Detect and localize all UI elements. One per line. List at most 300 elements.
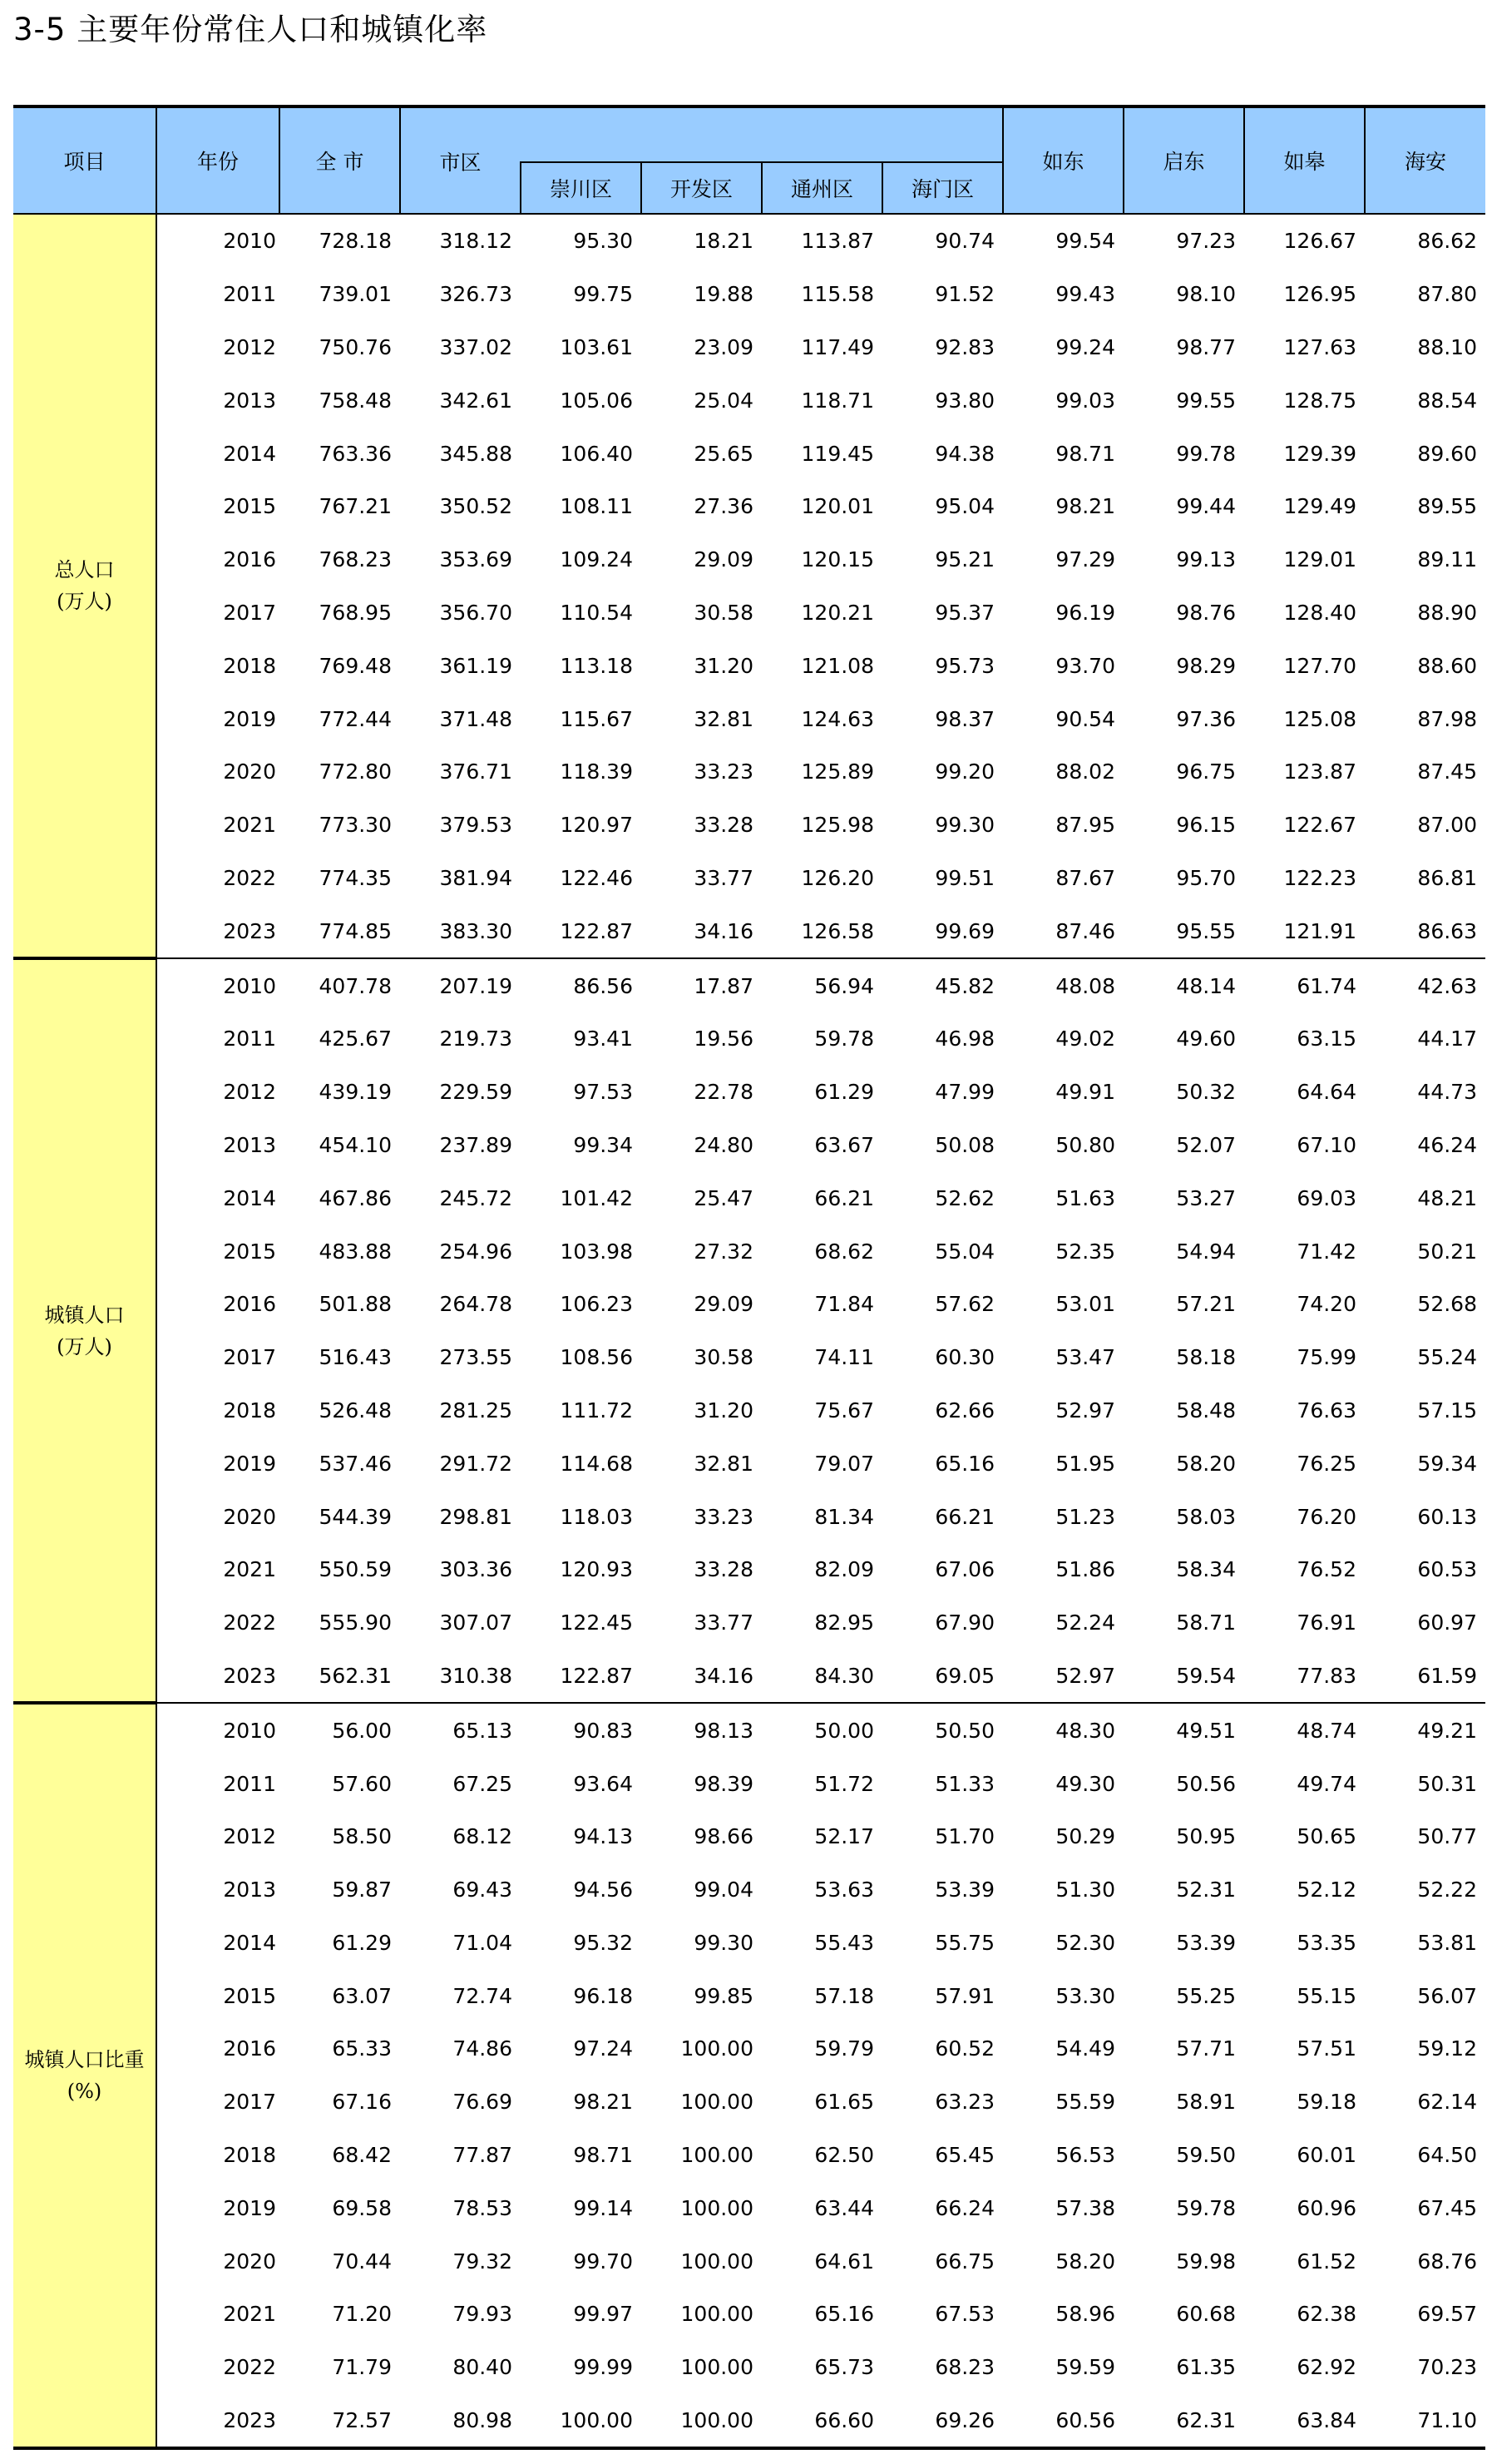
- value-cell: 50.95: [1176, 1824, 1236, 1849]
- table-row: [13, 480, 1485, 533]
- value-cell: 122.87: [560, 1663, 633, 1688]
- table-row: [13, 639, 1485, 692]
- value-cell: 94.56: [573, 1878, 633, 1902]
- value-cell: 537.46: [319, 1451, 392, 1476]
- value-cell: 33.28: [694, 813, 753, 838]
- value-cell: 350.52: [439, 494, 512, 519]
- value-cell: 122.46: [560, 865, 633, 890]
- group-label-line1: 总人口: [54, 558, 115, 582]
- value-cell: 95.04: [935, 494, 995, 519]
- value-cell: 64.50: [1417, 2143, 1477, 2168]
- value-cell: 51.63: [1055, 1185, 1115, 1210]
- year-cell: 2023: [156, 2394, 279, 2449]
- value-cell: 97.24: [573, 2036, 633, 2061]
- value-cell: 483.88: [319, 1239, 392, 1264]
- value-cell: 425.67: [319, 1027, 392, 1051]
- header-tongzhou: 通州区: [762, 162, 882, 214]
- value-cell: 70.23: [1417, 2355, 1477, 2380]
- table-row: [13, 2022, 1485, 2076]
- value-cell: 61.74: [1244, 958, 1365, 1012]
- value-cell: 95.55: [1176, 918, 1236, 943]
- value-cell: 97.36: [1176, 706, 1236, 731]
- value-cell: 129.49: [1283, 494, 1356, 519]
- value-cell: 95.21: [935, 547, 995, 572]
- table-row: [13, 2288, 1485, 2341]
- value-cell: 33.77: [694, 865, 753, 890]
- value-cell: 60.96: [1297, 2195, 1356, 2220]
- table-row: [13, 1810, 1485, 1863]
- value-cell: 122.23: [1283, 865, 1356, 890]
- value-cell: 763.36: [319, 441, 392, 466]
- value-cell: 99.99: [573, 2355, 633, 2380]
- value-cell: 71.20: [332, 2302, 392, 2327]
- value-cell: 120.97: [560, 813, 633, 838]
- value-cell: 122.45: [560, 1611, 633, 1635]
- value-cell: 57.91: [935, 1983, 995, 2008]
- value-cell: 99.54: [1055, 229, 1115, 254]
- population-table: [13, 105, 1485, 2450]
- header-urban-district: 市区: [400, 106, 521, 214]
- value-cell: 93.41: [573, 1027, 633, 1051]
- value-cell: 110.54: [560, 600, 633, 625]
- value-cell: 59.50: [1176, 2143, 1236, 2168]
- value-cell: 53.30: [1055, 1983, 1115, 2008]
- value-cell: 50.50: [882, 1703, 1003, 1757]
- header-kaifaqu: 开发区: [641, 162, 762, 214]
- value-cell: 58.20: [1176, 1451, 1236, 1476]
- value-cell: 59.87: [332, 1878, 392, 1902]
- value-cell: 381.94: [439, 865, 512, 890]
- value-cell: 57.18: [814, 1983, 874, 2008]
- value-cell: 91.52: [935, 282, 995, 307]
- value-cell: 57.62: [935, 1292, 995, 1317]
- value-cell: 68.23: [935, 2355, 995, 2380]
- value-cell: 52.07: [1176, 1132, 1236, 1157]
- value-cell: 54.49: [1055, 2036, 1115, 2061]
- value-cell: 100.00: [680, 2090, 753, 2115]
- value-cell: 66.24: [935, 2195, 995, 2220]
- table-row: [13, 1171, 1485, 1225]
- value-cell: 562.31: [319, 1663, 392, 1688]
- year-cell: 2021: [223, 813, 276, 838]
- value-cell: 120.01: [801, 494, 874, 519]
- year-cell: 2023: [223, 1663, 276, 1688]
- value-cell: 61.65: [814, 2090, 874, 2115]
- year-cell: 2018: [223, 1398, 276, 1422]
- group-label-line2: (万人): [57, 1334, 112, 1358]
- value-cell: 62.50: [814, 2143, 874, 2168]
- value-cell: 67.10: [1297, 1132, 1356, 1157]
- value-cell: 65.16: [814, 2302, 874, 2327]
- value-cell: 108.56: [560, 1345, 633, 1370]
- value-cell: 66.60: [762, 2394, 882, 2449]
- value-cell: 52.97: [1055, 1398, 1115, 1422]
- value-cell: 77.87: [452, 2143, 512, 2168]
- value-cell: 88.54: [1417, 388, 1477, 413]
- value-cell: 31.20: [694, 653, 753, 678]
- value-cell: 58.18: [1176, 1345, 1236, 1370]
- value-cell: 32.81: [694, 1451, 753, 1476]
- value-cell: 526.48: [319, 1398, 392, 1422]
- year-cell: 2014: [223, 441, 276, 466]
- value-cell: 99.30: [694, 1930, 753, 1955]
- value-cell: 24.80: [694, 1132, 753, 1157]
- value-cell: 728.18: [319, 229, 392, 254]
- value-cell: 353.69: [439, 547, 512, 572]
- value-cell: 86.63: [1417, 918, 1477, 943]
- value-cell: 62.38: [1297, 2302, 1356, 2327]
- year-cell: 2018: [223, 2143, 276, 2168]
- value-cell: 63.44: [814, 2195, 874, 2220]
- value-cell: 33.77: [694, 1611, 753, 1635]
- table-row: [13, 1119, 1485, 1172]
- value-cell: 544.39: [319, 1504, 392, 1529]
- value-cell: 95.37: [935, 600, 995, 625]
- value-cell: 501.88: [319, 1292, 392, 1317]
- value-cell: 30.58: [694, 1345, 753, 1370]
- header-urban-subgroup: [521, 106, 1003, 162]
- value-cell: 95.32: [573, 1930, 633, 1955]
- value-cell: 69.58: [332, 2195, 392, 2220]
- value-cell: 126.58: [801, 918, 874, 943]
- table-row: [13, 745, 1485, 799]
- value-cell: 89.11: [1417, 547, 1477, 572]
- value-cell: 129.39: [1283, 441, 1356, 466]
- value-cell: 207.19: [400, 958, 521, 1012]
- value-cell: 99.78: [1176, 441, 1236, 466]
- value-cell: 758.48: [319, 388, 392, 413]
- value-cell: 129.01: [1283, 547, 1356, 572]
- value-cell: 68.62: [814, 1239, 874, 1264]
- value-cell: 66.75: [935, 2249, 995, 2274]
- value-cell: 60.53: [1417, 1557, 1477, 1582]
- table-row: [13, 533, 1485, 586]
- value-cell: 97.23: [1176, 229, 1236, 254]
- value-cell: 61.59: [1417, 1663, 1477, 1688]
- value-cell: 86.56: [521, 958, 641, 1012]
- value-cell: 550.59: [319, 1557, 392, 1582]
- value-cell: 62.14: [1417, 2090, 1477, 2115]
- value-cell: 98.77: [1176, 334, 1236, 359]
- year-cell: 2015: [223, 1983, 276, 2008]
- value-cell: 58.71: [1176, 1611, 1236, 1635]
- value-cell: 254.96: [439, 1239, 512, 1264]
- value-cell: 52.30: [1055, 1930, 1115, 1955]
- value-cell: 50.29: [1055, 1824, 1115, 1849]
- year-cell: 2017: [223, 1345, 276, 1370]
- year-cell: 2015: [223, 494, 276, 519]
- year-cell: 2011: [223, 282, 276, 307]
- value-cell: 29.09: [694, 547, 753, 572]
- value-cell: 126.20: [801, 865, 874, 890]
- value-cell: 113.18: [560, 653, 633, 678]
- table-row: [13, 1543, 1485, 1596]
- value-cell: 58.96: [1055, 2302, 1115, 2327]
- value-cell: 63.67: [814, 1132, 874, 1157]
- value-cell: 774.35: [319, 865, 392, 890]
- value-cell: 67.16: [332, 2090, 392, 2115]
- value-cell: 768.23: [319, 547, 392, 572]
- value-cell: 80.40: [452, 2355, 512, 2380]
- table-row: [13, 1225, 1485, 1278]
- value-cell: 99.20: [935, 759, 995, 784]
- value-cell: 65.16: [935, 1451, 995, 1476]
- value-cell: 58.20: [1055, 2249, 1115, 2274]
- value-cell: 55.04: [935, 1239, 995, 1264]
- value-cell: 55.25: [1176, 1983, 1236, 2008]
- value-cell: 99.55: [1176, 388, 1236, 413]
- value-cell: 98.71: [1055, 441, 1115, 466]
- value-cell: 58.91: [1176, 2090, 1236, 2115]
- value-cell: 57.21: [1176, 1292, 1236, 1317]
- value-cell: 58.34: [1176, 1557, 1236, 1582]
- value-cell: 99.43: [1055, 282, 1115, 307]
- value-cell: 47.99: [935, 1080, 995, 1105]
- value-cell: 98.66: [694, 1824, 753, 1849]
- year-cell: 2022: [223, 1611, 276, 1635]
- value-cell: 89.60: [1417, 441, 1477, 466]
- table-row: [13, 374, 1485, 427]
- value-cell: 50.77: [1417, 1824, 1477, 1849]
- value-cell: 127.63: [1283, 334, 1356, 359]
- value-cell: 96.75: [1176, 759, 1236, 784]
- value-cell: 53.01: [1055, 1292, 1115, 1317]
- value-cell: 55.43: [814, 1930, 874, 1955]
- value-cell: 76.91: [1297, 1611, 1356, 1635]
- value-cell: 84.30: [814, 1663, 874, 1688]
- year-cell: 2013: [223, 388, 276, 413]
- value-cell: 97.29: [1055, 547, 1115, 572]
- value-cell: 96.19: [1055, 600, 1115, 625]
- value-cell: 108.11: [560, 494, 633, 519]
- value-cell: 52.24: [1055, 1611, 1115, 1635]
- value-cell: 80.98: [400, 2394, 521, 2449]
- value-cell: 439.19: [319, 1080, 392, 1105]
- value-cell: 29.09: [694, 1292, 753, 1317]
- value-cell: 93.70: [1055, 653, 1115, 678]
- value-cell: 61.52: [1297, 2249, 1356, 2274]
- value-cell: 88.60: [1417, 653, 1477, 678]
- value-cell: 113.87: [801, 229, 874, 254]
- value-cell: 106.40: [560, 441, 633, 466]
- value-cell: 68.76: [1417, 2249, 1477, 2274]
- value-cell: 52.62: [935, 1185, 995, 1210]
- header-rudong: 如东: [1003, 106, 1124, 214]
- value-cell: 76.63: [1297, 1398, 1356, 1422]
- value-cell: 99.03: [1055, 388, 1115, 413]
- value-cell: 361.19: [439, 653, 512, 678]
- value-cell: 79.32: [452, 2249, 512, 2274]
- group-label-line1: 城镇人口: [44, 1303, 125, 1327]
- value-cell: 66.21: [814, 1185, 874, 1210]
- value-cell: 74.11: [814, 1345, 874, 1370]
- year-cell: 2014: [223, 1185, 276, 1210]
- value-cell: 128.40: [1283, 600, 1356, 625]
- value-cell: 55.24: [1417, 1345, 1477, 1370]
- value-cell: 98.10: [1176, 282, 1236, 307]
- table-row: [13, 2234, 1485, 2288]
- year-cell: 2022: [223, 2355, 276, 2380]
- value-cell: 56.94: [762, 958, 882, 1012]
- table-row: [13, 1863, 1485, 1917]
- value-cell: 48.30: [1003, 1703, 1124, 1757]
- year-cell: 2014: [223, 1930, 276, 1955]
- value-cell: 32.81: [694, 706, 753, 731]
- value-cell: 467.86: [319, 1185, 392, 1210]
- value-cell: 48.14: [1124, 958, 1244, 1012]
- value-cell: 49.02: [1055, 1027, 1115, 1051]
- value-cell: 56.53: [1055, 2143, 1115, 2168]
- value-cell: 89.55: [1417, 494, 1477, 519]
- value-cell: 56.00: [279, 1703, 400, 1757]
- value-cell: 95.70: [1176, 865, 1236, 890]
- value-cell: 52.35: [1055, 1239, 1115, 1264]
- value-cell: 87.80: [1417, 282, 1477, 307]
- value-cell: 44.73: [1417, 1080, 1477, 1105]
- header-haimen: 海门区: [882, 162, 1003, 214]
- value-cell: 17.87: [641, 958, 762, 1012]
- value-cell: 79.93: [452, 2302, 512, 2327]
- value-cell: 121.91: [1283, 918, 1356, 943]
- value-cell: 57.60: [332, 1771, 392, 1796]
- value-cell: 100.00: [680, 2302, 753, 2327]
- value-cell: 99.70: [573, 2249, 633, 2274]
- value-cell: 81.34: [814, 1504, 874, 1529]
- value-cell: 115.58: [801, 282, 874, 307]
- value-cell: 98.21: [1055, 494, 1115, 519]
- value-cell: 98.76: [1176, 600, 1236, 625]
- value-cell: 62.66: [935, 1398, 995, 1422]
- table-row: [13, 904, 1485, 958]
- value-cell: 71.79: [332, 2355, 392, 2380]
- table-row: [13, 692, 1485, 745]
- value-cell: 120.21: [801, 600, 874, 625]
- value-cell: 76.69: [452, 2090, 512, 2115]
- table-row: [13, 1917, 1485, 1970]
- value-cell: 76.25: [1297, 1451, 1356, 1476]
- value-cell: 69.57: [1417, 2302, 1477, 2327]
- year-cell: 2011: [223, 1771, 276, 1796]
- value-cell: 101.42: [560, 1185, 633, 1210]
- value-cell: 555.90: [319, 1611, 392, 1635]
- group-label: [13, 958, 156, 1703]
- value-cell: 115.67: [560, 706, 633, 731]
- header-city-total: 全 市: [279, 106, 400, 214]
- year-cell: 2020: [223, 1504, 276, 1529]
- value-cell: 51.86: [1055, 1557, 1115, 1582]
- year-cell: 2016: [223, 1292, 276, 1317]
- value-cell: 58.03: [1176, 1504, 1236, 1529]
- value-cell: 90.74: [935, 229, 995, 254]
- value-cell: 50.56: [1176, 1771, 1236, 1796]
- value-cell: 67.06: [935, 1557, 995, 1582]
- group-label-line2: (万人): [57, 590, 112, 614]
- value-cell: 57.51: [1297, 2036, 1356, 2061]
- value-cell: 53.35: [1297, 1930, 1356, 1955]
- table-row: [13, 1437, 1485, 1490]
- value-cell: 94.13: [573, 1824, 633, 1849]
- value-cell: 114.68: [560, 1451, 633, 1476]
- value-cell: 100.00: [680, 2143, 753, 2168]
- value-cell: 53.39: [1176, 1930, 1236, 1955]
- table-row: [13, 2181, 1485, 2234]
- value-cell: 337.02: [439, 334, 512, 359]
- value-cell: 71.04: [452, 1930, 512, 1955]
- value-cell: 68.12: [452, 1824, 512, 1849]
- group-label: [13, 1703, 156, 2448]
- value-cell: 772.80: [319, 759, 392, 784]
- table-row: [13, 321, 1485, 374]
- value-cell: 52.17: [814, 1824, 874, 1849]
- value-cell: 93.64: [573, 1771, 633, 1796]
- value-cell: 62.92: [1297, 2355, 1356, 2380]
- value-cell: 54.94: [1176, 1239, 1236, 1264]
- value-cell: 77.83: [1297, 1663, 1356, 1688]
- value-cell: 99.69: [935, 918, 995, 943]
- header-year: 年份: [156, 106, 279, 214]
- value-cell: 78.53: [452, 2195, 512, 2220]
- value-cell: 99.44: [1176, 494, 1236, 519]
- value-cell: 49.91: [1055, 1080, 1115, 1105]
- value-cell: 60.52: [935, 2036, 995, 2061]
- value-cell: 117.49: [801, 334, 874, 359]
- value-cell: 125.89: [801, 759, 874, 784]
- value-cell: 33.28: [694, 1557, 753, 1582]
- year-cell: 2013: [223, 1132, 276, 1157]
- value-cell: 371.48: [439, 706, 512, 731]
- table-row: [13, 1703, 1485, 1757]
- value-cell: 49.30: [1055, 1771, 1115, 1796]
- value-cell: 63.84: [1244, 2394, 1365, 2449]
- value-cell: 356.70: [439, 600, 512, 625]
- value-cell: 63.23: [935, 2090, 995, 2115]
- value-cell: 50.80: [1055, 1132, 1115, 1157]
- value-cell: 111.72: [560, 1398, 633, 1422]
- value-cell: 51.70: [935, 1824, 995, 1849]
- value-cell: 245.72: [439, 1185, 512, 1210]
- value-cell: 120.15: [801, 547, 874, 572]
- group-label-line2: (%): [67, 2080, 102, 2104]
- value-cell: 52.31: [1176, 1878, 1236, 1902]
- value-cell: 67.53: [935, 2302, 995, 2327]
- value-cell: 27.32: [694, 1239, 753, 1264]
- value-cell: 61.29: [332, 1930, 392, 1955]
- value-cell: 53.47: [1055, 1345, 1115, 1370]
- value-cell: 50.32: [1176, 1080, 1236, 1105]
- value-cell: 57.15: [1417, 1398, 1477, 1422]
- value-cell: 60.01: [1297, 2143, 1356, 2168]
- value-cell: 120.93: [560, 1557, 633, 1582]
- year-cell: 2019: [223, 2195, 276, 2220]
- value-cell: 34.16: [694, 918, 753, 943]
- value-cell: 27.36: [694, 494, 753, 519]
- value-cell: 56.07: [1417, 1983, 1477, 2008]
- value-cell: 100.00: [680, 2195, 753, 2220]
- table-row: [13, 2129, 1485, 2182]
- table-row: [13, 2076, 1485, 2129]
- value-cell: 51.30: [1055, 1878, 1115, 1902]
- value-cell: 122.87: [560, 918, 633, 943]
- value-cell: 62.31: [1124, 2394, 1244, 2449]
- value-cell: 127.70: [1283, 653, 1356, 678]
- value-cell: 61.29: [814, 1080, 874, 1105]
- value-cell: 82.09: [814, 1557, 874, 1582]
- value-cell: 87.00: [1417, 813, 1477, 838]
- value-cell: 50.08: [935, 1132, 995, 1157]
- value-cell: 99.75: [573, 282, 633, 307]
- value-cell: 59.98: [1176, 2249, 1236, 2274]
- table-row: [13, 1757, 1485, 1810]
